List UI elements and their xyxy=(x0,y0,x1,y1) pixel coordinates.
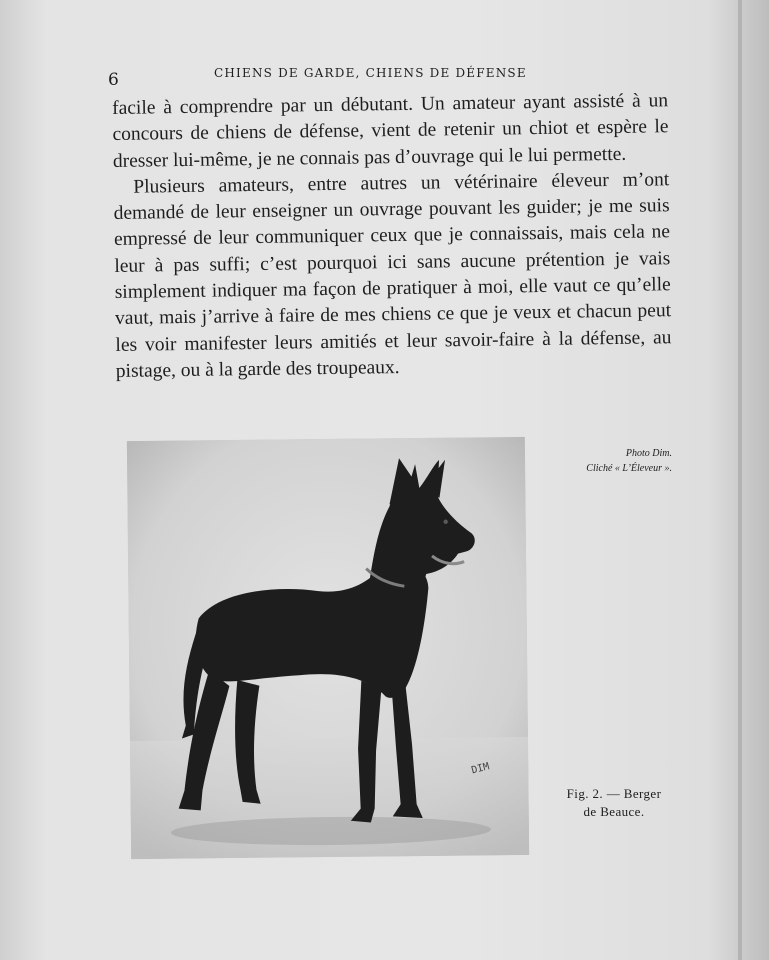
credit-photographer: Photo Dim. xyxy=(625,448,672,459)
body-text xyxy=(112,88,672,385)
page-gutter xyxy=(738,0,742,960)
dog-illustration xyxy=(127,437,529,859)
paragraph-1: facile à comprendre par un débutant. Un amateur ayant assisté à un concours de chiens de défense, vient de retenir un chiot et espère le dresser lui-même, je ne connais pas d’ouvrage qui le lui permette. xyxy=(112,90,669,172)
dog-photograph xyxy=(127,437,529,859)
credit-source: Cliché « L’Éleveur ». xyxy=(586,463,672,474)
page-number: 6 xyxy=(108,70,119,90)
caption-line-1: Fig. 2. — Berger xyxy=(566,786,662,801)
running-title: CHIENS DE GARDE, CHIENS DE DÉFENSE xyxy=(214,66,527,80)
paragraph-2: Plusieurs amateurs, entre autres un vétérinaire éleveur m’ont demandé de leur enseigner un ouvrage pouvant les guider; je me suis empressé de leur communiquer ceux que je connaissais, mais cela ne leur à pas suffi; c’est pourquoi ici sans aucune prétention je vais simplement indiquer ma façon de pratiquer à moi, elle vaut ce qu’elle vaut, mais j’arrive à faire de mes chiens ce que je veux et chacun peut les voir manifester leurs amitiés et leur savoir-faire à la défense, au pistage, ou à la garde des troupeaux. xyxy=(113,169,672,382)
figure-caption xyxy=(548,785,680,821)
photo-signature: DIM xyxy=(470,761,491,777)
caption-line-2: de Beauce. xyxy=(583,804,645,819)
photo-credit xyxy=(536,446,672,476)
